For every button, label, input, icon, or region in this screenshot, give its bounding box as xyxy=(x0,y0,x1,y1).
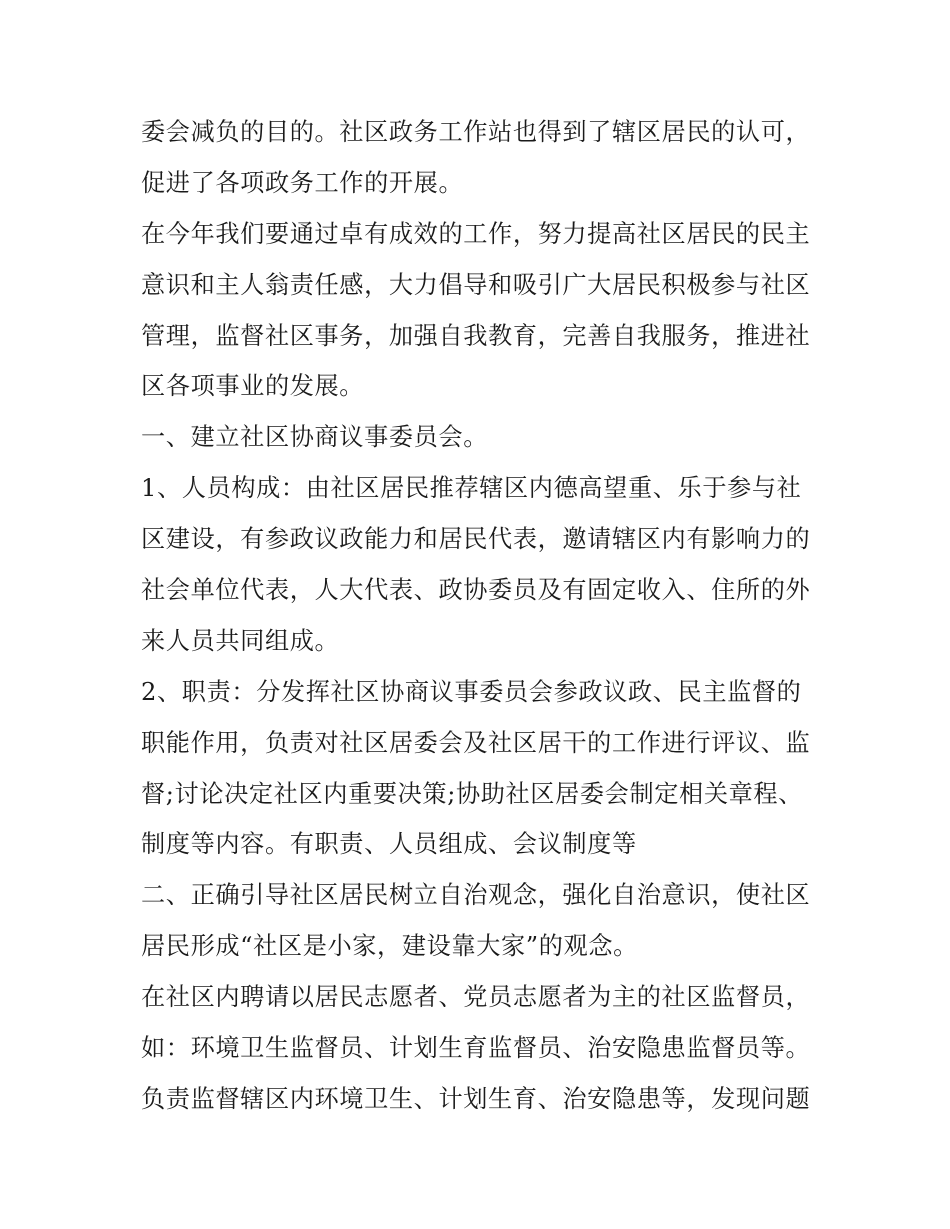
text-line: 促进了各项政务工作的开展。 xyxy=(141,168,464,197)
text-line: 督;讨论决定社区内重要决策;协助社区居委会制定相关章程、 xyxy=(141,779,803,808)
text-line: 在今年我们要通过卓有成效的工作，努力提高社区居民的民主 xyxy=(141,219,811,248)
text-line: 1、人员构成：由社区居民推荐辖区内德高望重、乐于参与社 xyxy=(141,474,802,503)
text-line: 委会减负的目的。社区政务工作站也得到了辖区居民的认可， xyxy=(141,118,811,146)
text-line: 负责监督辖区内环境卫生、计划生育、治安隐患等，发现问题 xyxy=(141,1084,811,1113)
text-line: 在社区内聘请以居民志愿者、党员志愿者为主的社区监督员， xyxy=(141,983,811,1012)
text-line: 社会单位代表，人大代表、政协委员及有固定收入、住所的外 xyxy=(141,576,811,605)
text-line: 居民形成“社区是小家，建设靠大家”的观念。 xyxy=(141,932,638,961)
text-line: 2、职责：分发挥社区协商议事委员会参政议政、民主监督的 xyxy=(141,677,802,706)
text-line: 制度等内容。有职责、人员组成、会议制度等 xyxy=(141,830,637,859)
text-line: 区建设，有参政议政能力和居民代表，邀请辖区内有影响力的 xyxy=(141,525,811,554)
section-heading: 一、建立社区协商议事委员会。 xyxy=(141,423,489,452)
text-line: 如：环境卫生监督员、计划生育监督员、治安隐患监督员等。 xyxy=(141,1034,811,1063)
text-line: 管理，监督社区事务，加强自我教育，完善自我服务，推进社 xyxy=(141,321,811,350)
section-heading: 二、正确引导社区居民树立自治观念，强化自治意识，使社区 xyxy=(141,881,811,910)
text-line: 区各项事业的发展。 xyxy=(141,372,365,401)
text-line: 职能作用，负责对社区居委会及社区居干的工作进行评议、监 xyxy=(141,728,811,757)
text-line: 来人员共同组成。 xyxy=(141,626,340,655)
text-line: 意识和主人翁责任感，大力倡导和吸引广大居民积极参与社区 xyxy=(141,270,811,299)
document-body xyxy=(141,107,831,1125)
